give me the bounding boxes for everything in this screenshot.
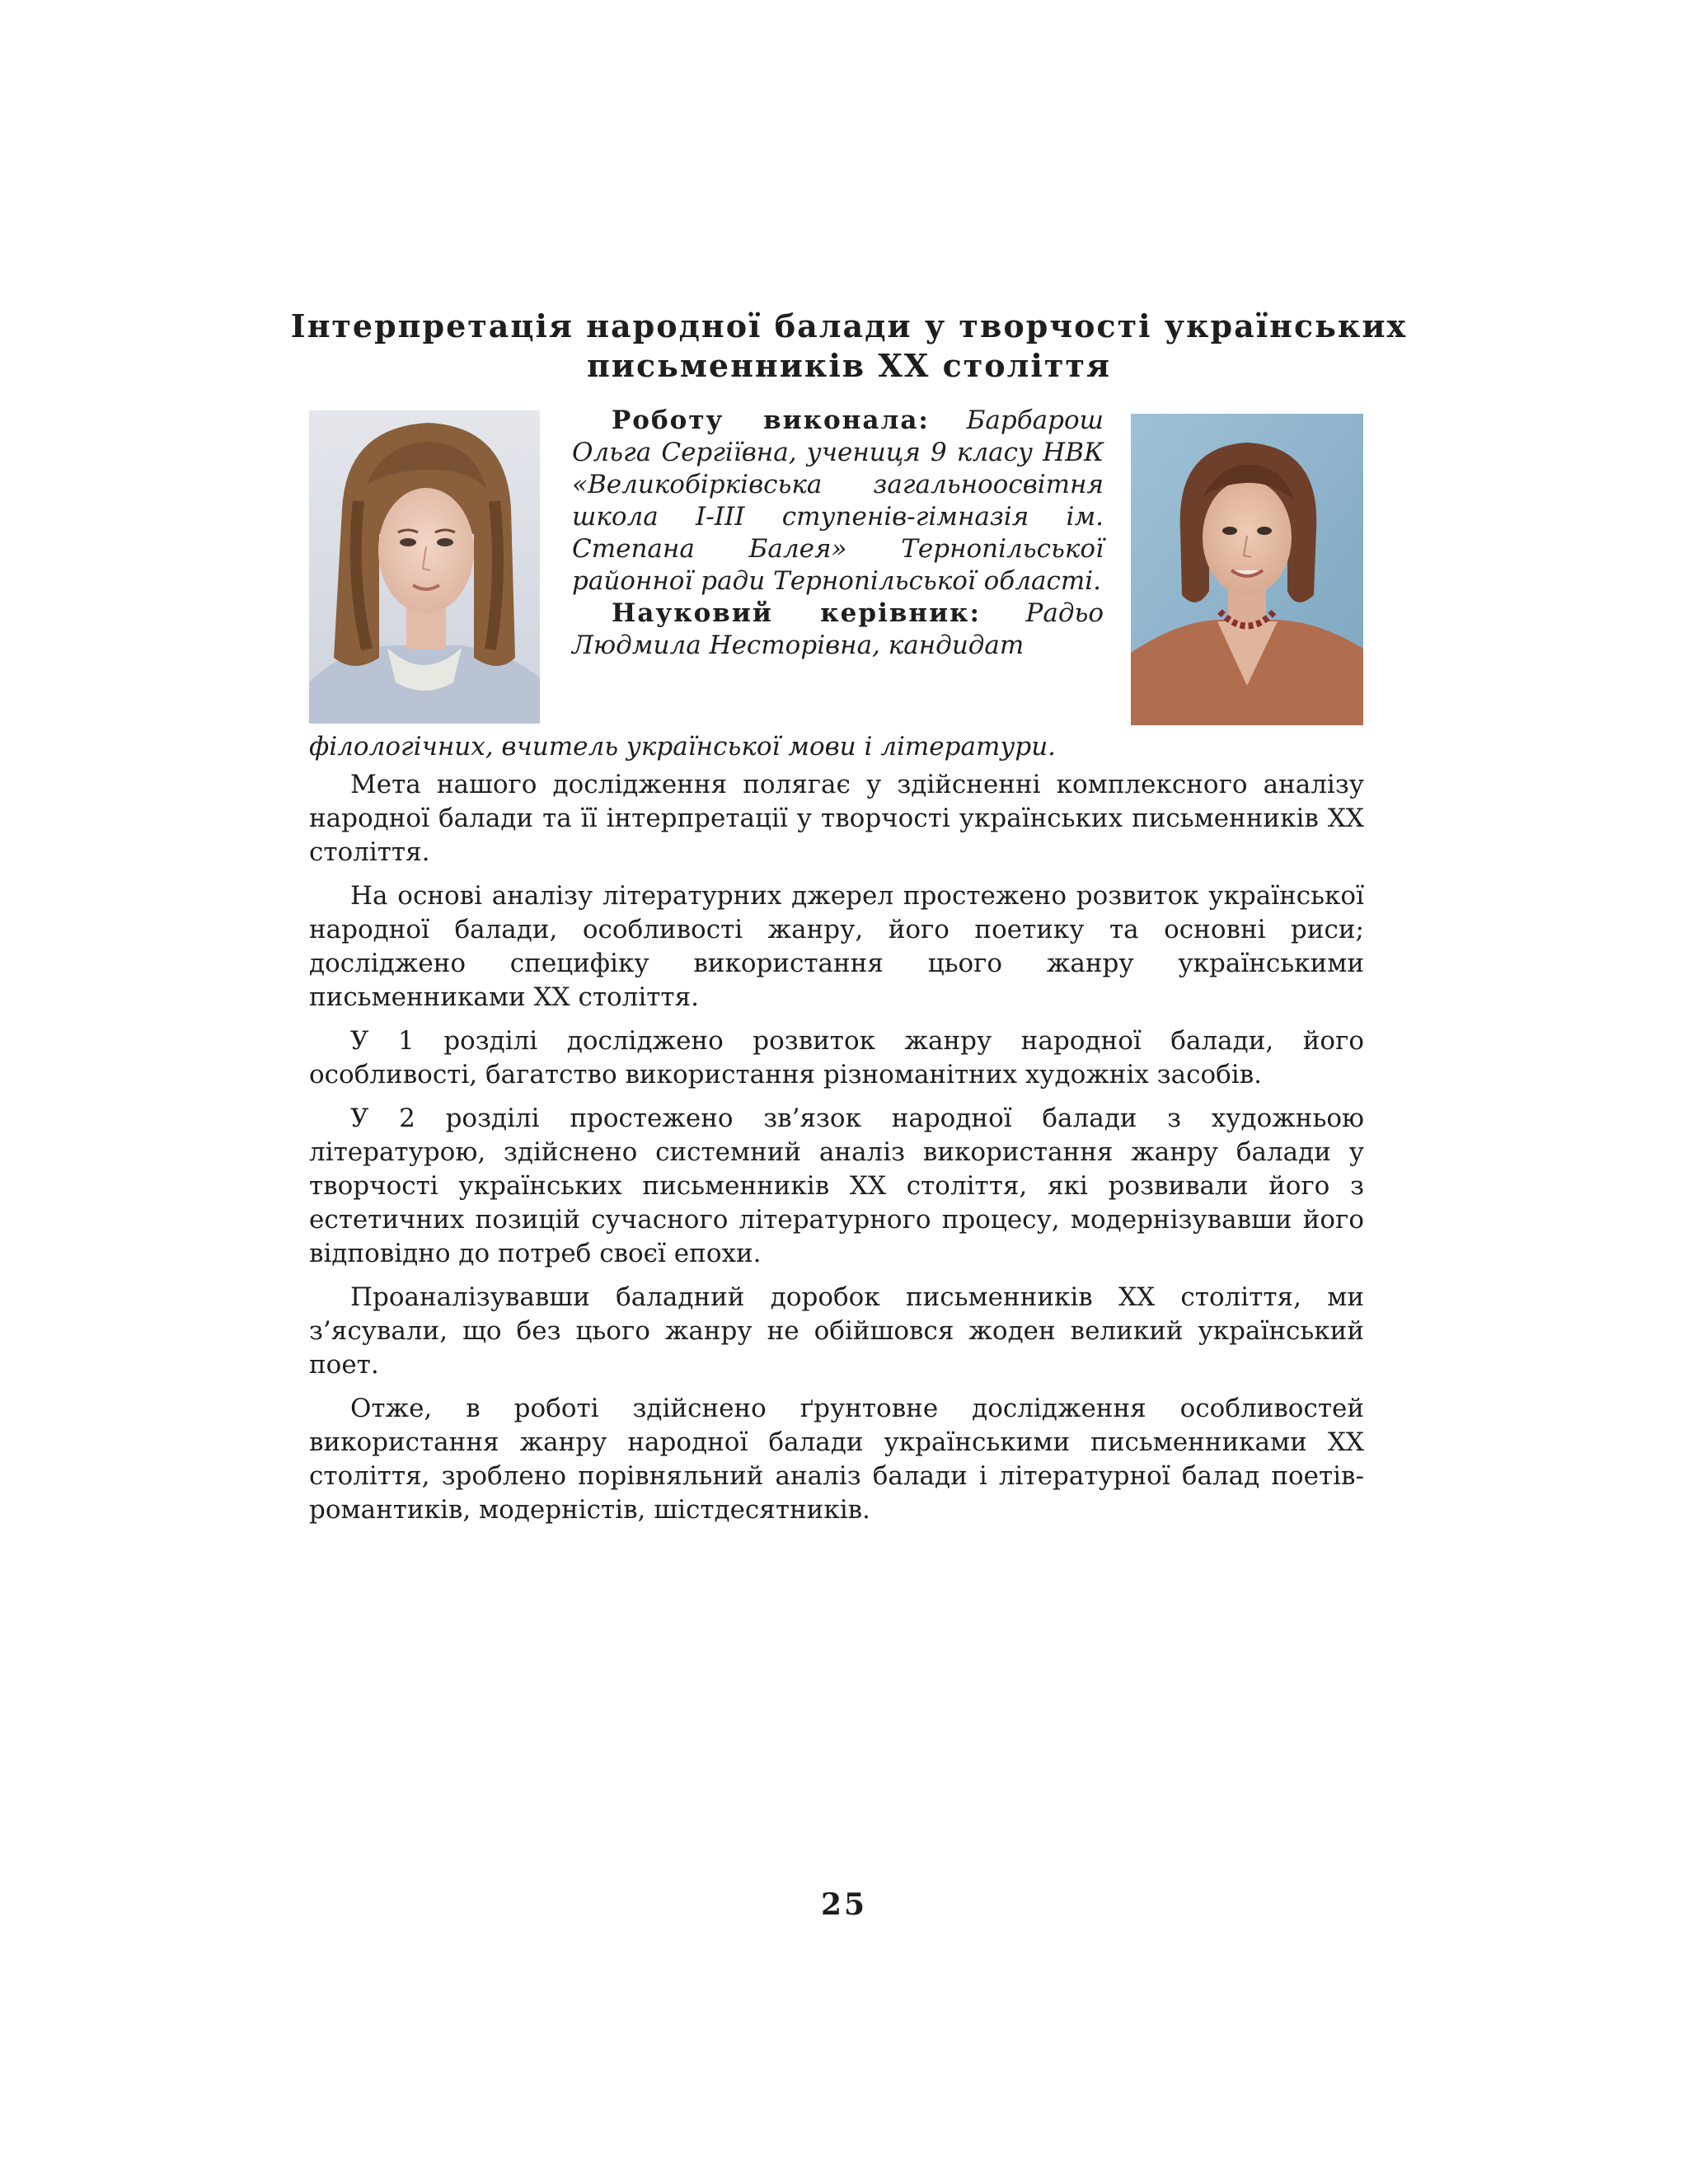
supervisor-details: Радьо Людмила Несторівна, кандидат xyxy=(572,598,1104,660)
student-photo xyxy=(309,410,540,724)
supervisor-photo xyxy=(1131,414,1363,725)
author-info xyxy=(572,405,1104,662)
paragraph: У 1 розділі досліджено розвиток жанру народної балади, його особливості, багатство використання різноманітних художніх засобів. xyxy=(309,1026,1364,1090)
supervisor-label: Науковий керівник: xyxy=(612,598,981,628)
supervisor-details-continuation: філологічних, вчитель української мови і літератури. xyxy=(309,732,1057,762)
paragraph: На основі аналізу літературних джерел простежено розвиток української народної балади, особливості жанру, його поетику та основні риси; досліджено специфіку використання цього жанру українськими письменниками XX століття. xyxy=(309,881,1364,1012)
paragraph: Проаналізувавши баладний доробок письменників XX століття, ми з’ясували, що без цього жанру не обійшовся жоден великий український поет. xyxy=(309,1282,1364,1380)
article-title xyxy=(247,307,1451,386)
article-body xyxy=(309,768,1364,1537)
supervisor-entry xyxy=(572,598,1104,662)
paragraph: Отже, в роботі здійснено ґрунтовне дослідження особливостей використання жанру народної балади українськими письменниками XX століття, зроблено порівняльний аналіз балади і літературної балад поетів-романтиків, модерністів, шістдесятників. xyxy=(309,1394,1364,1525)
title-line-2: письменників XX століття xyxy=(586,347,1112,384)
paragraph: Мета нашого дослідження полягає у здійсненні комплексного аналізу народної балади та її інтерпретації у творчості українських письменників XX століття. xyxy=(309,770,1364,867)
author-entry xyxy=(572,405,1104,598)
title-line-1: Інтерпретація народної балади у творчості українських xyxy=(290,307,1408,344)
page-number: 25 xyxy=(820,1887,868,1922)
author-details: Барбарош Ольга Сергіївна, учениця 9 класу НВК «Великобірківська загальноосвітня школа І-ІІІ ступенів-гімназія ім. Степана Балея» Тернопільської районної ради Тернопільської області. xyxy=(572,405,1104,596)
paragraph: У 2 розділі простежено зв’язок народної балади з художньою літературою, здійснено системний аналіз використання жанру балади у творчості українських письменників XX століття, які розвивали його з естетичних позицій сучасного літературного процесу, модернізувавши його відповідно до потреб своєї епохи. xyxy=(309,1104,1364,1268)
author-label: Роботу виконала: xyxy=(612,405,930,435)
